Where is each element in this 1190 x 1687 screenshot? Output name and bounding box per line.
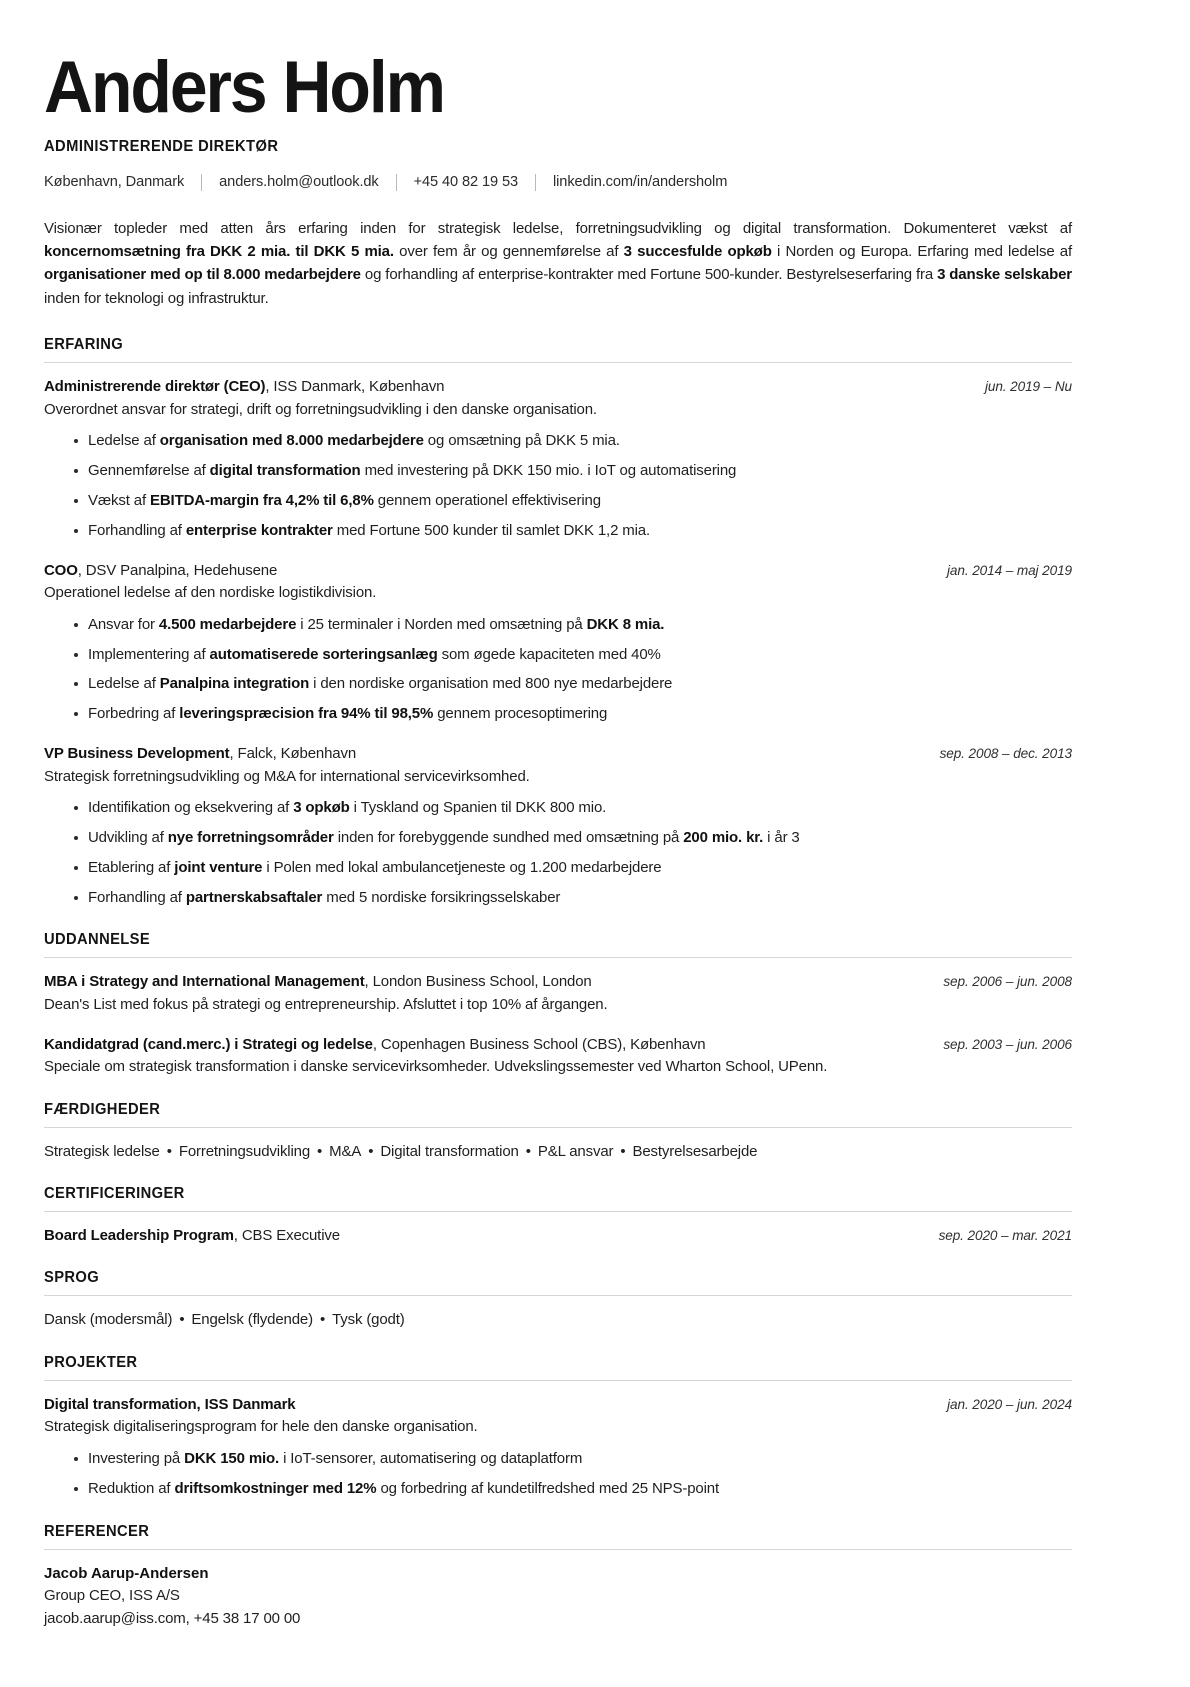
- entry-description: Strategisk forretningsudvikling og M&A for international servicevirksomhed.: [44, 767, 530, 785]
- section-heading-skills: FÆRDIGHEDER: [44, 1100, 161, 1118]
- experience-list: [44, 376, 1072, 909]
- bullet-highlight: DKK 150 mio.: [184, 1449, 280, 1467]
- section-heading-languages: SPROG: [44, 1269, 100, 1287]
- entry-org: , CBS Executive: [233, 1227, 340, 1245]
- contact-divider-icon: [201, 174, 202, 191]
- bullet-highlight: automatiserede sorteringsanlæg: [209, 645, 438, 663]
- bullet-text: inden for forebyggende sundhed med omsætning på: [333, 829, 684, 847]
- candidate-name: Anders Holm: [44, 47, 444, 128]
- bullet-highlight: 3 opkøb: [293, 799, 350, 817]
- section-projects: [44, 1354, 1072, 1501]
- bullet-highlight: partnerskabsaftaler: [185, 888, 323, 906]
- bullet-text: Identifikation og eksekvering af: [88, 799, 294, 817]
- language-item: Dansk (modersmål): [44, 1311, 173, 1329]
- section-education: [44, 931, 1072, 1079]
- section-skills: [44, 1101, 1072, 1164]
- section-divider: [44, 1295, 1072, 1296]
- section-references: [44, 1523, 1072, 1631]
- bullet-highlight: enterprise kontrakter: [185, 521, 333, 539]
- references-list: [44, 1563, 1072, 1631]
- skill-item: M&A: [329, 1142, 362, 1160]
- entry-date: jun. 2019 – Nu: [984, 379, 1072, 395]
- entry-title: [44, 1034, 706, 1056]
- bullet-text: Implementering af: [88, 645, 210, 663]
- achievement-item: [74, 1478, 1072, 1501]
- separator-dot-icon: •: [319, 1311, 326, 1329]
- entry-org: , Copenhagen Business School (CBS), København: [372, 1035, 706, 1053]
- entry-header: [44, 1394, 1072, 1416]
- entry-header: [44, 743, 1072, 765]
- entry-title: [44, 1225, 340, 1247]
- separator-dot-icon: •: [166, 1142, 172, 1160]
- entry-description: Dean's List med fokus på strategi og entrepreneurship. Afsluttet i top 10% af årgangen.: [44, 996, 608, 1014]
- bullet-text: Ledelse af: [88, 432, 160, 450]
- entry-org: , London Business School, London: [364, 973, 592, 991]
- achievement-list: [44, 430, 1072, 542]
- reference-contact[interactable]: jacob.aarup@iss.com, +45 38 17 00 00: [44, 1609, 301, 1627]
- bullet-text: i 25 terminaler i Norden med omsætning på: [296, 615, 587, 633]
- entry-date: sep. 2008 – dec. 2013: [939, 745, 1072, 761]
- achievement-item: [74, 490, 1072, 513]
- skill-item: Forretningsudvikling: [178, 1142, 311, 1160]
- projects-list: [44, 1394, 1072, 1501]
- education-entry: [44, 971, 1072, 1016]
- contact-linkedin[interactable]: linkedin.com/in/andersholm: [553, 174, 728, 191]
- bullet-text: Gennemførelse af: [88, 462, 210, 480]
- achievement-item: [74, 703, 1072, 726]
- section-divider: [44, 1549, 1072, 1550]
- entry-role: COO: [44, 561, 78, 579]
- section-divider: [44, 1380, 1072, 1381]
- summary-text: over fem år og gennemførelse af: [393, 242, 624, 260]
- candidate-job-title: ADMINISTRERENDE DIREKTØR: [44, 137, 279, 155]
- bullet-text: Reduktion af: [88, 1479, 175, 1497]
- experience-entry: [44, 376, 1072, 542]
- achievement-item: [74, 644, 1072, 667]
- bullet-highlight: organisation med 8.000 medarbejdere: [159, 432, 424, 450]
- entry-role: MBA i Strategy and International Management: [44, 973, 365, 991]
- education-entry: [44, 1034, 1072, 1079]
- bullet-text: i Polen med lokal ambulancetjeneste og 1.200 medarbejdere: [262, 858, 662, 876]
- separator-dot-icon: •: [620, 1142, 626, 1160]
- bullet-text: Investering på: [88, 1449, 185, 1467]
- bullet-highlight: EBITDA-margin fra 4,2% til 6,8%: [150, 491, 374, 509]
- entry-title: [44, 376, 444, 398]
- entry-description: Operationel ledelse af den nordiske logistikdivision.: [44, 584, 377, 602]
- entry-title: [44, 743, 356, 765]
- certifications-list: [44, 1225, 1072, 1247]
- section-heading-projects: PROJEKTER: [44, 1353, 138, 1371]
- contact-bar: [44, 174, 1072, 191]
- section-experience: [44, 336, 1072, 909]
- contact-phone[interactable]: +45 40 82 19 53: [413, 174, 519, 191]
- separator-dot-icon: •: [179, 1311, 185, 1329]
- bullet-highlight: 4.500 medarbejdere: [158, 615, 297, 633]
- entry-org: , ISS Danmark, København: [265, 378, 445, 396]
- reference-name: Jacob Aarup-Andersen: [44, 1564, 209, 1582]
- achievement-item: [74, 614, 1072, 637]
- project-entry: [44, 1394, 1072, 1501]
- entry-title: [44, 560, 277, 582]
- section-languages: [44, 1269, 1072, 1332]
- bullet-highlight: leveringspræcision fra 94% til 98,5%: [179, 705, 434, 723]
- separator-dot-icon: •: [525, 1142, 531, 1160]
- achievement-item: [74, 827, 1072, 850]
- entry-header: [44, 1225, 1072, 1247]
- section-heading-education: UDDANNELSE: [44, 931, 151, 949]
- reference-entry: [44, 1563, 1072, 1631]
- bullet-text: Forhandling af: [88, 521, 186, 539]
- bullet-text: i IoT-sensorer, automatisering og dataplatform: [279, 1449, 583, 1467]
- summary-text: i Norden og Europa. Erfaring med ledelse af: [771, 242, 1072, 260]
- contact-email[interactable]: anders.holm@outlook.dk: [219, 174, 379, 191]
- entry-header: [44, 560, 1072, 582]
- bullet-highlight: Panalpina integration: [159, 675, 310, 693]
- entry-date: jan. 2020 – jun. 2024: [947, 1396, 1072, 1412]
- summary-highlight: 3 succesfulde opkøb: [623, 242, 772, 260]
- bullet-text: Ansvar for: [88, 615, 159, 633]
- skill-item: Strategisk ledelse: [44, 1142, 160, 1160]
- entry-role: Administrerende direktør (CEO): [44, 378, 266, 396]
- entry-org: , Falck, København: [229, 744, 357, 762]
- entry-date: sep. 2020 – mar. 2021: [938, 1228, 1072, 1244]
- contact-divider-icon: [535, 174, 536, 191]
- bullet-highlight: 200 mio. kr.: [683, 829, 764, 847]
- section-divider: [44, 362, 1072, 363]
- entry-date: sep. 2006 – jun. 2008: [943, 974, 1072, 990]
- contact-location: København, Danmark: [44, 174, 185, 191]
- reference-role: Group CEO, ISS A/S: [44, 1587, 180, 1604]
- bullet-text: Forhandling af: [88, 888, 186, 906]
- section-divider: [44, 1211, 1072, 1212]
- summary-highlight: koncernomsætning fra DKK 2 mia. til DKK 5 mia.: [44, 242, 394, 260]
- achievement-item: [74, 797, 1072, 820]
- skill-item: P&L ansvar: [537, 1142, 614, 1160]
- experience-entry: [44, 560, 1072, 726]
- bullet-text: som øgede kapaciteten med 40%: [437, 645, 661, 663]
- bullet-highlight: DKK 8 mia.: [586, 615, 665, 633]
- achievement-item: [74, 520, 1072, 543]
- entry-header: [44, 1034, 1072, 1056]
- education-list: [44, 971, 1072, 1079]
- resume-header: [44, 47, 1072, 191]
- language-item: Engelsk (flydende): [191, 1311, 313, 1329]
- bullet-text: Vækst af: [88, 491, 151, 509]
- entry-date: jan. 2014 – maj 2019: [947, 562, 1072, 578]
- bullet-highlight: nye forretningsområder: [167, 829, 334, 847]
- bullet-highlight: digital transformation: [209, 462, 361, 480]
- achievement-list: [44, 1448, 1072, 1501]
- summary-highlight: 3 danske selskaber: [937, 266, 1072, 284]
- bullet-text: og omsætning på DKK 5 mia.: [423, 432, 620, 450]
- bullet-text: gennem operationel effektivisering: [373, 491, 601, 509]
- bullet-text: Udvikling af: [88, 829, 168, 847]
- section-heading-experience: ERFARING: [44, 336, 124, 354]
- entry-description: Strategisk digitaliseringsprogram for hele den danske organisation.: [44, 1418, 478, 1436]
- entry-description: Speciale om strategisk transformation i danske servicevirksomheder. Udvekslingssemester ved Wharton School, UPenn.: [44, 1058, 828, 1076]
- profile-summary: [44, 217, 1072, 311]
- bullet-text: gennem procesoptimering: [433, 705, 608, 723]
- bullet-text: og forbedring af kundetilfredshed med 25 NPS-point: [376, 1479, 720, 1497]
- summary-highlight: organisationer med op til 8.000 medarbejdere: [44, 266, 361, 284]
- skills-list: [44, 1141, 1072, 1164]
- bullet-highlight: joint venture: [174, 858, 263, 876]
- summary-text: inden for teknologi og infrastruktur.: [44, 289, 269, 307]
- achievement-item: [74, 1448, 1072, 1471]
- achievement-item: [74, 460, 1072, 483]
- achievement-item: [74, 887, 1072, 910]
- separator-dot-icon: •: [368, 1142, 374, 1160]
- section-divider: [44, 957, 1072, 958]
- achievement-item: [74, 673, 1072, 696]
- entry-role: Digital transformation, ISS Danmark: [44, 1395, 296, 1413]
- summary-text: Visionær topleder med atten års erfaring inden for strategisk ledelse, forretningsudvikling og digital transformation. Dokumenteret vækst af: [44, 219, 1072, 237]
- bullet-text: i Tyskland og Spanien til DKK 800 mio.: [349, 799, 607, 817]
- language-item: Tysk (godt): [332, 1311, 405, 1329]
- skill-item: Bestyrelsesarbejde: [632, 1142, 758, 1160]
- entry-role: VP Business Development: [44, 744, 230, 762]
- bullet-text: med 5 nordiske forsikringsselskaber: [322, 888, 561, 906]
- skill-item: Digital transformation: [380, 1142, 519, 1160]
- separator-dot-icon: •: [317, 1142, 323, 1160]
- entry-header: [44, 971, 1072, 993]
- achievement-item: [74, 857, 1072, 880]
- bullet-text: med Fortune 500 kunder til samlet DKK 1,2 mia.: [332, 521, 651, 539]
- summary-text: og forhandling af enterprise-kontrakter med Fortune 500-kunder. Bestyrelseserfaring fra: [360, 266, 938, 284]
- section-divider: [44, 1127, 1072, 1128]
- bullet-text: i den nordiske organisation med 800 nye medarbejdere: [309, 675, 673, 693]
- bullet-text: Forbedring af: [88, 705, 180, 723]
- entry-header: [44, 376, 1072, 398]
- bullet-text: Ledelse af: [88, 675, 160, 693]
- entry-description: Overordnet ansvar for strategi, drift og forretningsudvikling i den danske organisation.: [44, 400, 597, 418]
- entry-date: sep. 2003 – jun. 2006: [943, 1036, 1072, 1052]
- achievement-item: [74, 430, 1072, 453]
- achievement-list: [44, 797, 1072, 909]
- entry-org: , DSV Panalpina, Hedehusene: [77, 561, 278, 579]
- bullet-text: med investering på DKK 150 mio. i IoT og automatisering: [360, 462, 737, 480]
- bullet-highlight: driftsomkostninger med 12%: [174, 1479, 377, 1497]
- achievement-list: [44, 614, 1072, 726]
- section-certifications: [44, 1185, 1072, 1247]
- experience-entry: [44, 743, 1072, 909]
- contact-divider-icon: [396, 174, 397, 191]
- entry-title: [44, 1394, 295, 1416]
- section-heading-certifications: CERTIFICERINGER: [44, 1185, 185, 1203]
- bullet-text: i år 3: [763, 829, 800, 847]
- languages-list: [44, 1309, 1072, 1332]
- certification-entry: [44, 1225, 1072, 1247]
- entry-role: Kandidatgrad (cand.merc.) i Strategi og ledelse: [44, 1035, 373, 1053]
- bullet-text: Etablering af: [88, 858, 175, 876]
- entry-role: Board Leadership Program: [44, 1227, 234, 1245]
- entry-title: [44, 971, 592, 993]
- section-heading-references: REFERENCER: [44, 1522, 150, 1540]
